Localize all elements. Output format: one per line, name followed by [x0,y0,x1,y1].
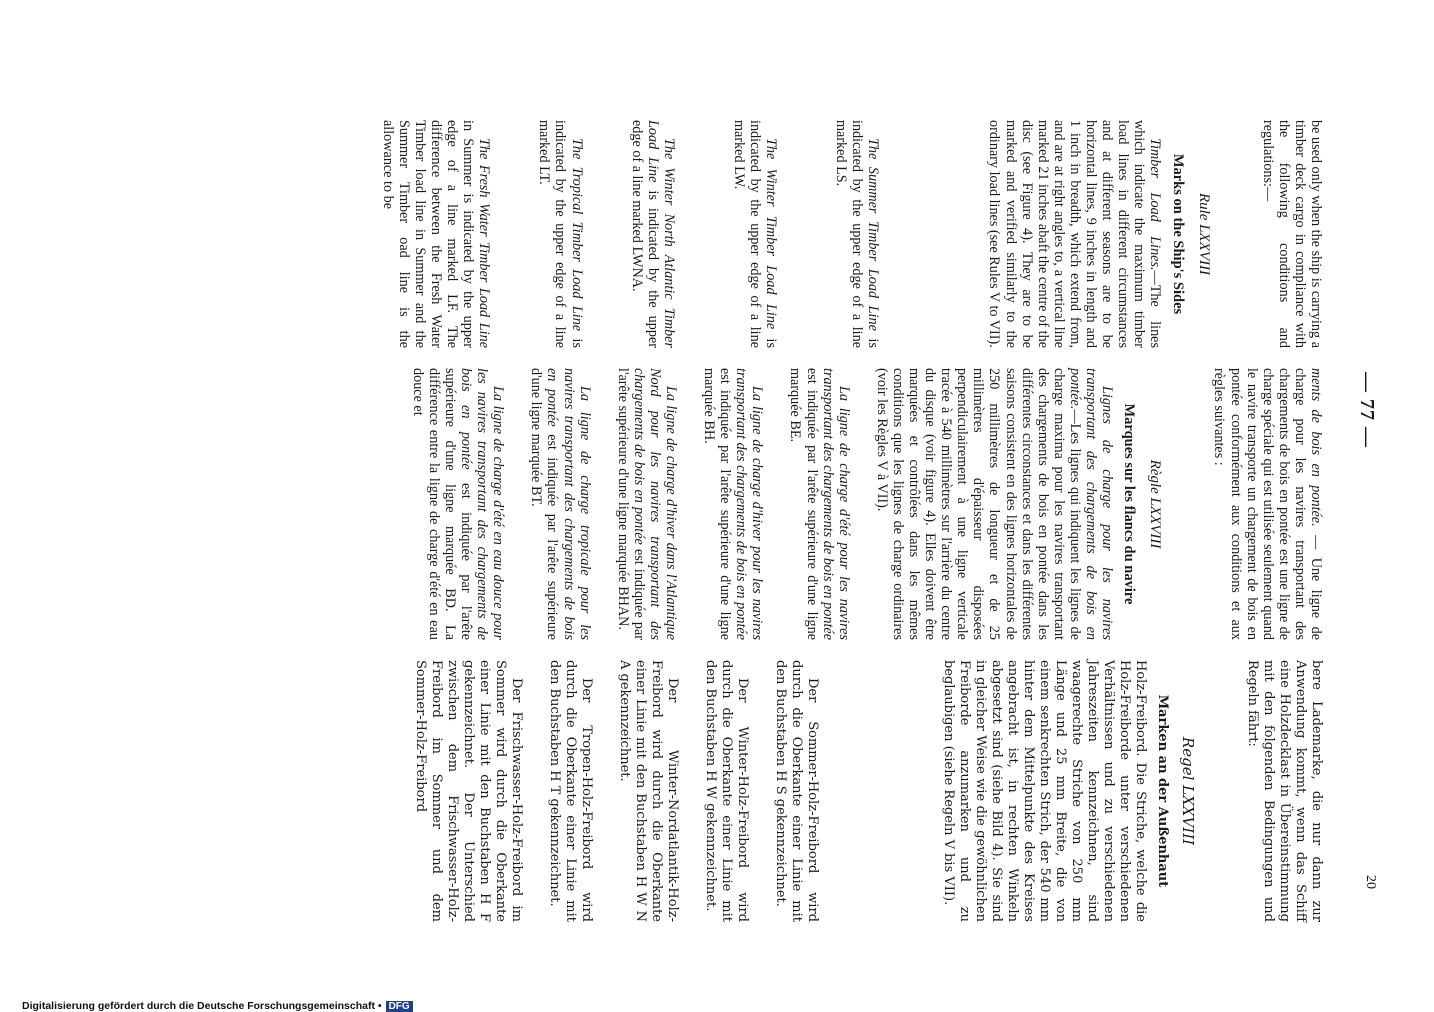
german-summer-paragraph: Der Sommer-Holz-Freibord wird durch die Oberkante einer Linie mit den Buchstaben H S gekennzeichnet. [773,660,820,922]
german-intro: bere Lademarke, die nur dann zur Anwendung kommt, wenn das Schiff eine Holzdecklast in Übereinstimmung mit den folgenden Bedingungen und Regeln fährt: [1245,660,1324,922]
english-summer-paragraph [833,120,881,348]
digitization-note-text: Digitalisierung gefördert durch die Deutsche Forschungsgemeinschaft • [22,1000,382,1012]
english-rule-subtitle: Marks on the Ship's Sides [1169,153,1186,315]
german-rule-title: Regel LXXVIII [1179,736,1197,846]
digitization-note [22,1000,722,1012]
german-tropical-paragraph: Der Tropen-Holz-Freibord wird durch die Oberkante einer Linie mit den Buchstaben H T gekennzeichnet. [547,660,594,922]
english-rule-title: Rule LXXVIII [1195,192,1212,276]
french-fresh-body: est indiquée par l'arête supérieure d'une ligne marquée BD. La différence entre la ligne de charge d'été en eau douce et [409,368,475,640]
english-summer-lead: The Summer Timber Load Line [865,138,882,331]
english-tropical-body: is indicated by the upper edge of a line marked LT. [536,120,585,348]
german-page-number: 20 [1363,875,1378,889]
english-marks-section [943,120,1163,348]
german-fresh-paragraph: Der Frischwasser-Holz-Freibord im Sommer wird durch die Oberkante einer Linie mit den Buchstaben H F gekennzeichnet. Der Unterschied zwischen dem Frischwasser-Holz-Freibord im Sommer und dem Sommer-Holz-Freibord [413,660,524,922]
french-summer-lead: La ligne de charge d'été pour les navires transportant des chargements de bois en pontée [819,368,852,640]
german-wna-paragraph: Der Winter-Nordatlantik-Holz-Freibord wird durch die Oberkante einer Linie mit den Buchstaben H W N A gekennzeichnet. [617,660,680,922]
english-wna-body: is indicated by the upper edge of a line marked LWNA. [628,120,661,348]
french-tropical-body: est indiquée par l'arête supérieure d'une ligne marquée BT. [528,368,561,640]
english-winter-body: is indicated by the upper edge of a line marked LW. [730,120,780,348]
french-fresh-lead: La ligne de charge d'été en eau douce pour les navires transportant des chargements de bois en pontée [458,368,507,640]
german-winter-paragraph: Der Winter-Holz-Freibord wird durch die Oberkante einer Linie mit den Buchstaben H W gekennzeichnet. [703,660,750,922]
french-column [410,368,1324,640]
french-summer-paragraph [787,368,851,640]
french-winter-paragraph [701,368,765,640]
english-fresh-paragraph [380,120,493,348]
french-winter-body: est indiquée par l'arête supérieure d'une ligne marquée BH. [701,368,734,640]
english-wna-paragraph [629,120,677,348]
french-marks-paragraph [874,368,1115,640]
english-marks-body: —The lines which indicate the maximum timber load lines in different circumstances and at different seasons are to be horizontal lines, 9 inches in length and 1 inch in breadth, which extend from, and are at right angles to, a vertical line marked 21 inches abaft the centre of the disc (see Figure 4). They are to be marked and verified similarly to the ordinary load lines (see Rules V to VII). [986,120,1164,348]
french-wna-lead: La ligne de charge d'hiver dans l'Atlantique Nord pour les navires transportant des chargements de bois en pontée [630,368,679,640]
english-fresh-lead: The Fresh Water Timber Load Line [476,138,493,348]
french-marks-lead: Lignes de charge pour les navires transportant des chargements de bois en pontée. [1066,368,1116,640]
english-marks-lead: Timber Load Lines. [1147,138,1164,271]
french-intro-body: — Une ligne de charge pour les navires transportant des chargements de bois en pontée est une ligne de charge spéciale qui est utilisée seulement quand le navire transporte un chargement de bois en pontée conformément aux conditions et aux règles suivantes : [1211,368,1324,640]
french-tropical-lead: La ligne de charge tropicale pour les navires transportant des chargements de bois en pontée [544,368,593,640]
english-tropical-lead: The Tropical Timber Load Line [568,138,585,332]
german-marks-paragraph: Holz-Freibord. Die Striche, welche die Holz-Freiborde unter verschiedenen Verhältnissen und zu verschiedenen Jahreszeiten kennzeichnen, sind waagerechte Striche von 250 mm Länge und 25 mm Breite, die von einem senkrechten Strich, der 540 mm hinter dem Mittelpunkte des Kreises angebracht ist, in rechten Winkeln abgesetzt sind (siehe Bild 4). Sie sind in gleicher Weise wie die gewöhnlichen Freiborde anzumarken und zu beglaubigen (siehe Regeln V bis VII). [941,660,1148,922]
french-intro-lead: ments de bois en pontée. [1308,368,1324,527]
english-intro: be used only when the ship is carrying a timber deck cargo in compliance with the following conditions and regulations:— [1259,120,1324,348]
french-fresh-paragraph [410,368,507,640]
english-winter-lead: The Winter Timber Load Line [763,138,780,330]
french-summer-body: est indiquée par l'arête supérieure d'une ligne marquée BE. [787,368,820,640]
page-number: — 77 — [1356,372,1378,448]
french-marks-body: —Les lignes qui indiquent les lignes de charge maxima pour les navires transportant des chargements de bois en pontée dans les différentes circonstances et dans les différentes saisons consistent en des lignes horizontales de 250 millimètres de longueur et de 25 millimètres d'épaisseur disposées perpendiculairement à une ligne verticale tracée à 540 millimètres sur l'arrière du centre du disque (voir figure 4). Elles doivent être marquées et contrôlées dans les mêmes conditions que les lignes de charge ordinaires (voir les Règles V à VII). [873,368,1083,640]
german-rule-subtitle: Marken an der Außenhaut [1155,694,1170,888]
french-winter-lead: La ligne de charge d'hiver pour les navires transportant des chargements de bois en pontée [733,368,766,640]
french-tropical-paragraph [528,368,592,640]
french-rule-title: Règle LXXVIII [1147,459,1164,549]
french-intro [1211,368,1324,640]
french-wna-body: est indiquée par l'arête supérieure d'une ligne marquée BHAN. [614,368,647,641]
dfg-logo: DFG [386,1001,413,1012]
english-tropical-paragraph [536,120,584,348]
english-fresh-body: in Summer is indicated by the upper edge of a line marked LF. The difference between the Fresh Water Timber load line in Summer and the Summer Timber oad line is the allowance to be [379,120,477,348]
french-rule-subtitle: Marques sur les flancs du navire [1121,403,1138,605]
german-column [412,660,1324,922]
english-summer-body: is indicated by the upper edge of a line marked LS. [833,120,882,348]
english-column [380,120,1324,348]
french-wna-paragraph [615,368,679,640]
english-wna-lead: The Winter North Atlantic Timber Load Line [644,120,677,348]
english-winter-paragraph [731,120,779,348]
